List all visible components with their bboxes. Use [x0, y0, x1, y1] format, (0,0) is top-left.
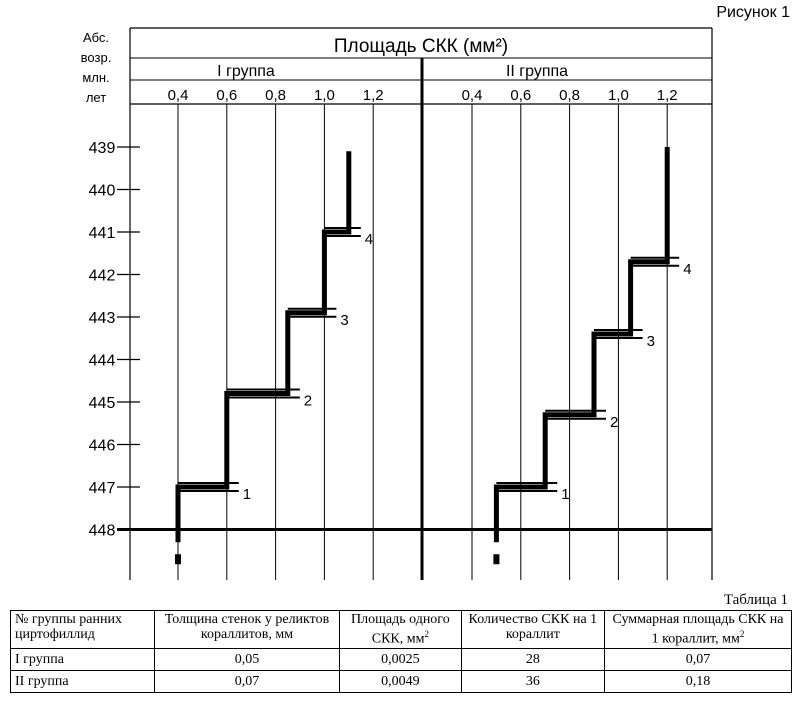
y-tick-label: 441	[88, 225, 116, 242]
table-cell: 0,0049	[339, 670, 461, 692]
step-label: 1	[561, 486, 570, 503]
x-tick-label: 0,8	[559, 87, 581, 104]
y-tick-label: 446	[88, 437, 116, 455]
y-axis-label-line: Абс.	[82, 30, 110, 45]
series-line-dash	[493, 554, 499, 564]
table-cell: 0,05	[155, 648, 340, 670]
table-row	[11, 670, 792, 692]
y-tick-label: 445	[88, 395, 116, 412]
table-cell: 36	[461, 670, 604, 692]
header-wall-thickness: Толщина стенок у реликтов кораллитов, мм	[155, 611, 340, 649]
table-cell: 28	[461, 648, 604, 670]
y-axis-label-line: лет	[85, 90, 107, 105]
table-cell: I группа	[11, 648, 155, 670]
step-label: 4	[364, 231, 374, 248]
panel-name: II группа	[505, 63, 569, 80]
y-axis-label-line: млн.	[82, 70, 110, 85]
header-group: № группы ранних циртофиллид	[11, 611, 155, 649]
table-row	[11, 648, 792, 670]
y-tick-label: 440	[88, 182, 116, 200]
header-single-area: Площадь одного СКК, $мм^2$	[339, 611, 461, 649]
chart-title: Площадь СКК (мм²)	[333, 36, 509, 57]
step-label: 2	[303, 392, 313, 410]
y-tick-label: 443	[88, 310, 116, 327]
step-label: 2	[610, 413, 619, 431]
x-tick-label: 1,2	[362, 87, 384, 104]
table-header-row	[11, 611, 792, 649]
y-tick-label: 448	[88, 522, 116, 540]
x-tick-label: 0,6	[510, 87, 532, 104]
series-line-dash	[175, 554, 181, 564]
x-tick-label: 1,0	[607, 87, 629, 104]
x-tick-label: 0,8	[265, 87, 287, 104]
y-tick-label: 442	[88, 267, 116, 285]
panel-name: I группа	[217, 63, 275, 80]
data-table	[10, 610, 792, 693]
x-tick-label: 1,2	[656, 87, 678, 104]
step-label: 3	[646, 333, 655, 350]
table-cell: 0,07	[155, 670, 340, 692]
x-tick-label: 0,4	[461, 87, 483, 104]
figure-label: Рисунок 1	[716, 4, 790, 21]
step-label: 1	[242, 486, 252, 503]
table-cell: II группа	[11, 670, 155, 692]
table-cell: 0,07	[604, 648, 791, 670]
y-tick-label: 444	[88, 352, 116, 370]
x-tick-label: 1,0	[313, 87, 335, 104]
x-tick-label: 0,6	[216, 87, 238, 104]
table-cell: 0,0025	[339, 648, 461, 670]
step-label: 3	[340, 311, 349, 329]
step-label: 4	[683, 260, 692, 278]
table-label: Таблица 1	[723, 592, 788, 608]
table-cell: 0,18	[604, 670, 791, 692]
y-tick-label: 439	[88, 140, 116, 157]
y-axis-label-line: возр.	[80, 50, 112, 65]
x-tick-label: 0,4	[167, 87, 189, 104]
y-tick-label: 447	[88, 480, 116, 497]
header-count: Количество СКК на 1 кораллит	[461, 611, 604, 649]
header-total-area: Суммарная площадь СКК на 1 кораллит, $мм^2$	[604, 611, 791, 649]
